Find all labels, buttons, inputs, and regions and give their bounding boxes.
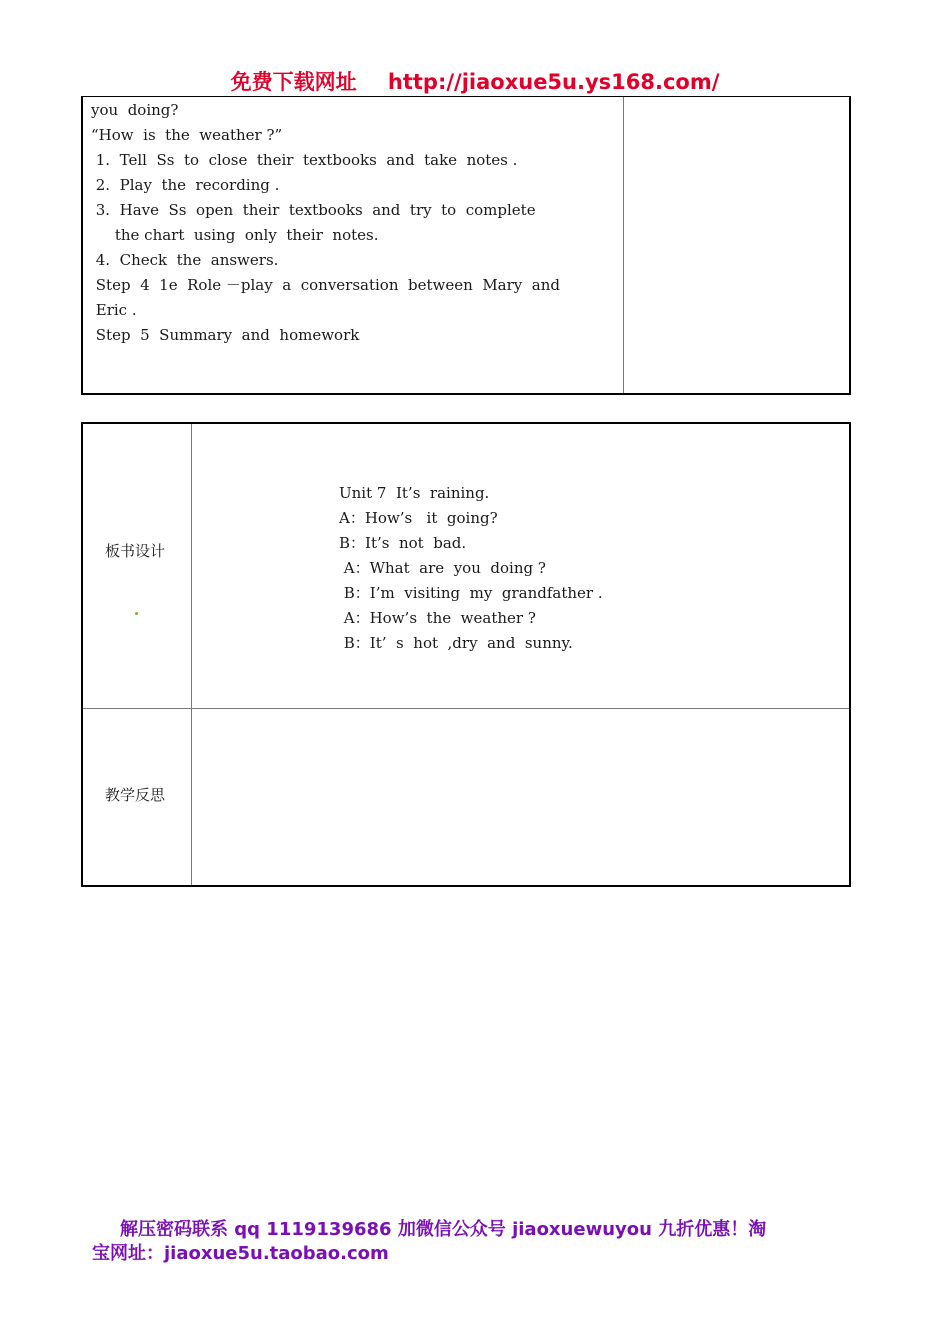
column-divider — [623, 97, 624, 393]
steps-line: Step 5 Summary and homework — [91, 326, 360, 344]
row-divider — [83, 708, 849, 709]
board-line: A：What are you doing ? — [339, 559, 546, 577]
steps-line: 3. Have Ss open their textbooks and try to complete — [91, 201, 536, 219]
footer-line-2: 宝网址：jiaoxue5u.taobao.com — [92, 1243, 389, 1264]
board-line: A：How’s the weather ? — [339, 609, 536, 627]
reflection-label: 教学反思 — [105, 786, 166, 804]
board-design-label: 板书设计 — [105, 542, 166, 560]
steps-line: Step 4 1e Role －play a conversation between Mary and — [91, 276, 561, 294]
steps-line: 4. Check the answers. — [91, 251, 279, 269]
header-url[interactable]: http://jiaoxue5u.ys168.com/ — [387, 70, 720, 94]
board-line: B：It’ s hot ,dry and sunny. — [339, 634, 573, 652]
steps-line: you doing? — [91, 101, 179, 119]
steps-line: 1. Tell Ss to close their textbooks and take notes . — [91, 151, 518, 169]
board-line: A：How’s it going? — [339, 509, 498, 527]
steps-line: 2. Play the recording . — [91, 176, 280, 194]
steps-line: Eric . — [91, 301, 137, 319]
page-header — [0, 66, 950, 96]
page-footer — [92, 1218, 832, 1266]
steps-table — [81, 96, 851, 395]
board-line: Unit 7 It’s raining. — [339, 484, 490, 502]
board-reflection-table — [81, 422, 851, 887]
header-label: 免费下载网址 — [230, 70, 357, 94]
column-divider — [191, 424, 192, 885]
steps-line: “How is the weather ?” — [91, 126, 283, 144]
steps-line: the chart using only their notes. — [91, 226, 379, 244]
decorative-dot — [135, 612, 138, 615]
footer-line-1: 解压密码联系 qq 1119139686 加微信公众号 jiaoxuewuyou 九折优惠！淘 — [120, 1219, 767, 1240]
board-line: B：I’m visiting my grandfather . — [339, 584, 603, 602]
board-line: B：It’s not bad. — [339, 534, 467, 552]
